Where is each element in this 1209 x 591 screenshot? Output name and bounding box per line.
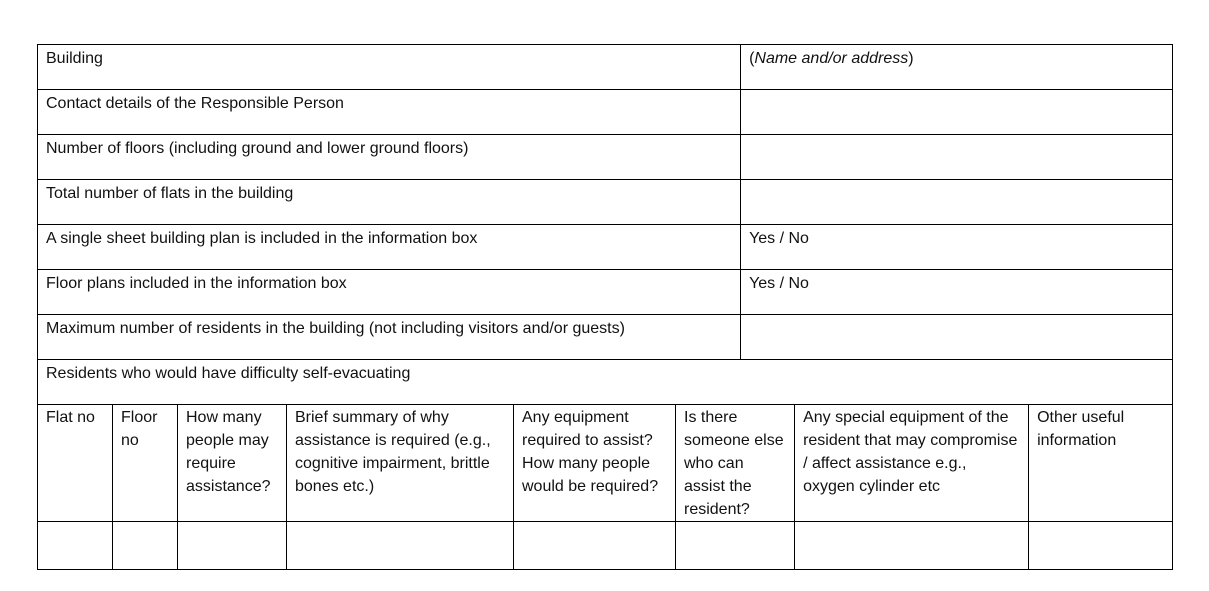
building-value-close-paren: ) xyxy=(908,50,914,67)
max-residents-row xyxy=(38,315,1173,360)
resident-equipment-field[interactable] xyxy=(514,522,676,570)
residents-section-title: Residents who would have difficulty self-evacuating xyxy=(38,360,1173,405)
max-residents-field[interactable] xyxy=(741,315,1173,360)
floor-plans-row xyxy=(38,270,1173,315)
resident-floor-no-field[interactable] xyxy=(113,522,178,570)
column-header-people-requiring-assistance: How many people may require assistance? xyxy=(178,405,287,522)
responsible-person-field[interactable] xyxy=(741,90,1173,135)
column-header-someone-else-assist: Is there someone else who can assist the resident? xyxy=(676,405,795,522)
number-of-floors-row xyxy=(38,135,1173,180)
residents-header-row xyxy=(38,405,1173,522)
building-value-field[interactable] xyxy=(741,45,1173,90)
column-header-floor-no: Floor no xyxy=(113,405,178,522)
floor-plans-label: Floor plans included in the information box xyxy=(38,270,741,315)
column-header-assistance-summary: Brief summary of why assistance is required (e.g., cognitive impairment, brittle bones etc.) xyxy=(287,405,514,522)
resident-special-equipment-field[interactable] xyxy=(795,522,1029,570)
floor-plans-field[interactable]: Yes / No xyxy=(741,270,1173,315)
number-of-floors-label: Number of floors (including ground and lower ground floors) xyxy=(38,135,741,180)
resident-other-info-field[interactable] xyxy=(1029,522,1173,570)
building-value-open-paren: ( xyxy=(749,50,755,67)
number-of-floors-field[interactable] xyxy=(741,135,1173,180)
column-header-other-info: Other useful information xyxy=(1029,405,1173,522)
building-plan-field[interactable]: Yes / No xyxy=(741,225,1173,270)
resident-entry-row xyxy=(38,522,1173,570)
responsible-person-row xyxy=(38,90,1173,135)
resident-people-count-field[interactable] xyxy=(178,522,287,570)
resident-someone-else-field[interactable] xyxy=(676,522,795,570)
residents-section-row xyxy=(38,360,1173,405)
building-plan-label: A single sheet building plan is included in the information box xyxy=(38,225,741,270)
building-value-hint: Name and/or address xyxy=(754,50,909,67)
resident-flat-no-field[interactable] xyxy=(38,522,113,570)
total-flats-field[interactable] xyxy=(741,180,1173,225)
responsible-person-label: Contact details of the Responsible Person xyxy=(38,90,741,135)
max-residents-label: Maximum number of residents in the building (not including visitors and/or guests) xyxy=(38,315,741,360)
column-header-equipment-required: Any equipment required to assist? How many people would be required? xyxy=(514,405,676,522)
building-label: Building xyxy=(38,45,741,90)
total-flats-row xyxy=(38,180,1173,225)
building-plan-row xyxy=(38,225,1173,270)
building-information-form xyxy=(37,44,1173,570)
column-header-flat-no: Flat no xyxy=(38,405,113,522)
resident-assistance-summary-field[interactable] xyxy=(287,522,514,570)
column-header-special-equipment: Any special equipment of the resident that may compromise / affect assistance e.g., oxygen cylinder etc xyxy=(795,405,1029,522)
total-flats-label: Total number of flats in the building xyxy=(38,180,741,225)
building-row xyxy=(38,45,1173,90)
